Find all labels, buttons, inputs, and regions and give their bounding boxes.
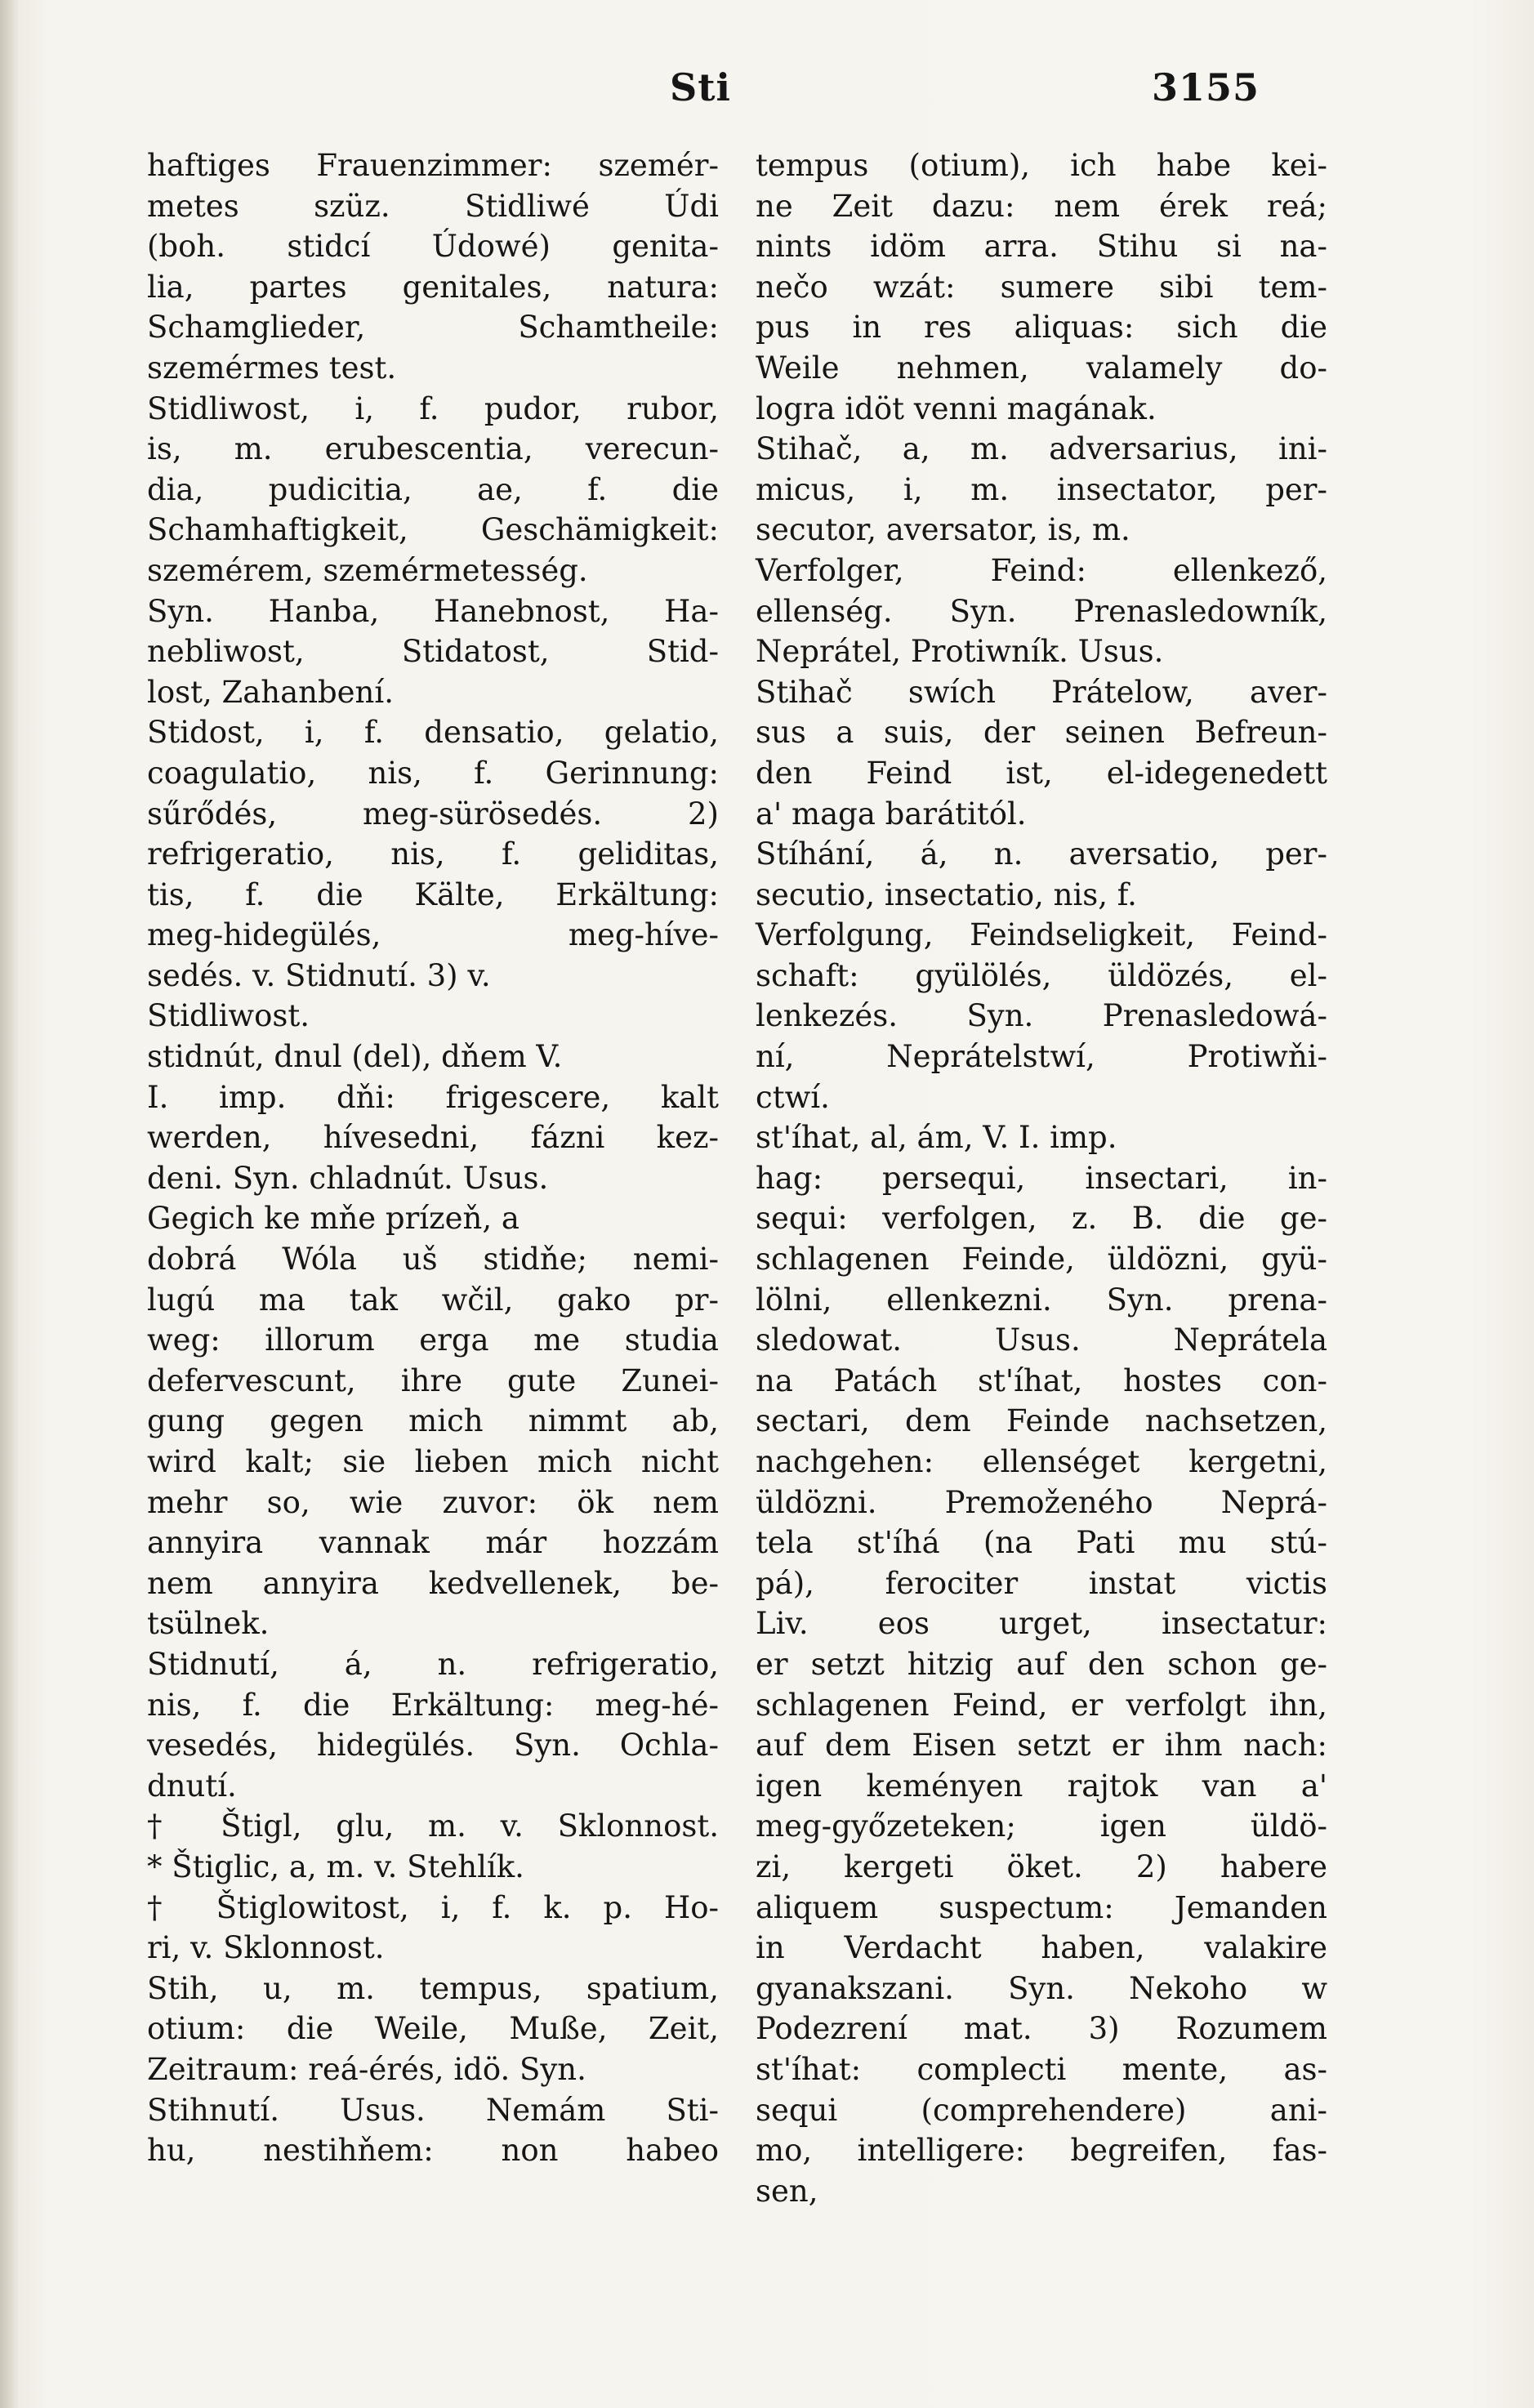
text-line: defervescunt, ihre gute Zunei- — [147, 1362, 719, 1398]
text-line: lölni, ellenkezni. Syn. prena- — [756, 1282, 1327, 1318]
text-line: deni. Syn. chladnút. Usus. — [147, 1160, 549, 1196]
text-line: Stidost, i, f. densatio, gelatio, — [147, 715, 719, 751]
text-line: schlagenen Feind, er verfolgt ihn, — [756, 1687, 1327, 1723]
text-line: wird kalt; sie lieben mich nicht — [147, 1444, 719, 1479]
page-spine-shadow — [0, 0, 18, 2408]
text-line: nis, f. die Erkältung: meg-hé- — [147, 1687, 719, 1723]
text-line: (boh. stidcí Údowé) genita- — [147, 229, 719, 265]
text-line: hu, nestihňem: non habeo — [147, 2133, 719, 2169]
text-line: szemérem, szemérmetesség. — [147, 552, 588, 588]
text-line: szemérmes test. — [147, 350, 397, 386]
text-line: dobrá Wóla uš stidňe; nemi- — [147, 1242, 719, 1278]
text-line: secutio, insectatio, nis, f. — [756, 876, 1137, 912]
text-line: Stihač, a, m. adversarius, ini- — [756, 431, 1327, 467]
text-line: is, m. erubescentia, verecun- — [147, 431, 719, 467]
text-line: Weile nehmen, valamely do- — [756, 350, 1327, 386]
text-line: vesedés, hidegülés. Syn. Ochla- — [147, 1728, 719, 1764]
text-line: Liv. eos urget, insectatur: — [756, 1606, 1327, 1642]
text-line: üldözni. Premoženého Neprá- — [756, 1484, 1327, 1520]
text-line: Podezrení mat. 3) Rozumem — [756, 2011, 1327, 2047]
text-line: sűrődés, meg-sürösedés. 2) — [147, 796, 719, 832]
text-line: tsülnek. — [147, 1606, 270, 1642]
text-line: nachgehen: ellenséget kergetni, — [756, 1444, 1327, 1479]
text-line: lugú ma tak wčil, gako pr- — [147, 1282, 719, 1318]
text-line: logra idöt venni magának. — [756, 390, 1157, 426]
left-column — [147, 145, 719, 2171]
text-line: Verfolgung, Feindseligkeit, Feind- — [756, 917, 1327, 953]
text-line: nem annyira kedvellenek, be- — [147, 1565, 719, 1601]
text-line: zi, kergeti öket. 2) habere — [756, 1848, 1327, 1884]
text-line: lia, partes genitales, natura: — [147, 269, 719, 305]
text-line: Neprátel, Protiwník. Usus. — [756, 634, 1164, 670]
text-line: aliquem suspectum: Jemanden — [756, 1889, 1327, 1925]
running-head: Sti — [670, 65, 731, 109]
text-line: Stidliwost. — [147, 998, 310, 1034]
text-line: a' maga barátitól. — [756, 796, 1027, 832]
text-line: refrigeratio, nis, f. geliditas, — [147, 836, 719, 872]
text-line: metes szüz. Stidliwé Údi — [147, 188, 719, 224]
text-line: sedés. v. Stidnutí. 3) v. — [147, 957, 491, 993]
text-line: mehr so, wie zuvor: ök nem — [147, 1484, 719, 1520]
text-line: secutor, aversator, is, m. — [756, 512, 1130, 548]
text-line: ri, v. Sklonnost. — [147, 1930, 385, 1966]
text-line: ctwí. — [756, 1079, 830, 1115]
text-line: nints idöm arra. Stihu si na- — [756, 229, 1327, 265]
text-line: tis, f. die Kälte, Erkältung: — [147, 876, 719, 912]
text-line: in Verdacht haben, valakire — [756, 1930, 1327, 1966]
text-line: nečo wzát: sumere sibi tem- — [756, 269, 1327, 305]
text-line: sus a suis, der seinen Befreun- — [756, 715, 1327, 751]
text-line: dnutí. — [147, 1768, 237, 1804]
text-line: † Štiglowitost, i, f. k. p. Ho- — [147, 1889, 719, 1925]
text-line: weg: illorum erga me studia — [147, 1322, 719, 1358]
text-line: ní, Neprátelstwí, Protiwňi- — [756, 1039, 1327, 1075]
text-line: Stih, u, m. tempus, spatium, — [147, 1970, 719, 2006]
text-line: † Štigl, glu, m. v. Sklonnost. — [147, 1808, 719, 1844]
text-line: stidnút, dnul (del), dňem V. — [147, 1039, 563, 1075]
text-line: Gegich ke mňe prízeň, a — [147, 1201, 520, 1237]
text-line: haftiges Frauenzimmer: szemér- — [147, 148, 719, 183]
text-line: Stihač swích Prátelow, aver- — [756, 674, 1327, 710]
text-line: na Patách st'íhat, hostes con- — [756, 1362, 1327, 1398]
page-number: 3155 — [1152, 65, 1260, 109]
text-line: gung gegen mich nimmt ab, — [147, 1403, 719, 1439]
text-line: Stidliwost, i, f. pudor, rubor, — [147, 390, 719, 426]
text-line: annyira vannak már hozzám — [147, 1525, 719, 1561]
text-line: ne Zeit dazu: nem érek reá; — [756, 188, 1327, 224]
text-line: tela st'íhá (na Pati mu stú- — [756, 1525, 1327, 1561]
text-line: auf dem Eisen setzt er ihm nach: — [756, 1728, 1327, 1764]
text-line: lost, Zahanbení. — [147, 674, 394, 710]
text-line: schaft: gyülölés, üldözés, el- — [756, 957, 1327, 993]
text-line: st'íhat, al, ám, V. I. imp. — [756, 1120, 1117, 1156]
text-line: dia, pudicitia, ae, f. die — [147, 471, 719, 507]
text-line: Stidnutí, á, n. refrigeratio, — [147, 1646, 719, 1682]
text-line: sen, — [756, 2173, 818, 2209]
text-line: otium: die Weile, Muße, Zeit, — [147, 2011, 719, 2047]
text-line: meg-hidegülés, meg-híve- — [147, 917, 719, 953]
text-line: sequi (comprehendere) ani- — [756, 2092, 1327, 2128]
text-line: nebliwost, Stidatost, Stid- — [147, 634, 719, 670]
text-line: * Štiglic, a, m. v. Stehlík. — [147, 1848, 524, 1884]
text-line: Schamhaftigkeit, Geschämigkeit: — [147, 512, 719, 548]
text-line: Stihnutí. Usus. Nemám Sti- — [147, 2092, 719, 2128]
text-line: schlagenen Feinde, üldözni, gyü- — [756, 1242, 1327, 1278]
text-line: gyanakszani. Syn. Nekoho w — [756, 1970, 1327, 2006]
text-line: coagulatio, nis, f. Gerinnung: — [147, 755, 719, 791]
text-line: Stíhání, á, n. aversatio, per- — [756, 836, 1327, 872]
text-line: er setzt hitzig auf den schon ge- — [756, 1646, 1327, 1682]
text-line: den Feind ist, el-idegenedett — [756, 755, 1327, 791]
text-line: meg-győzeteken; igen üldö- — [756, 1808, 1327, 1844]
text-line: pus in res aliquas: sich die — [756, 310, 1327, 346]
text-line: werden, hívesedni, fázni kez- — [147, 1120, 719, 1156]
text-line: igen keményen rajtok van a' — [756, 1768, 1327, 1804]
text-line: tempus (otium), ich habe kei- — [756, 148, 1327, 183]
text-line: lenkezés. Syn. Prenasledowá- — [756, 998, 1327, 1034]
text-line: Schamglieder, Schamtheile: — [147, 310, 719, 346]
text-line: pá), ferociter instat victis — [756, 1565, 1327, 1601]
text-line: sledowat. Usus. Neprátela — [756, 1322, 1327, 1358]
text-line: I. imp. dňi: frigescere, kalt — [147, 1079, 719, 1115]
text-line: Verfolger, Feind: ellenkező, — [756, 552, 1327, 588]
right-column — [756, 145, 1327, 2211]
text-line: ellenség. Syn. Prenasledowník, — [756, 593, 1327, 629]
text-line: Zeitraum: reá-érés, idö. Syn. — [147, 2051, 586, 2087]
text-line: sectari, dem Feinde nachsetzen, — [756, 1403, 1327, 1439]
text-line: st'íhat: complecti mente, as- — [756, 2051, 1327, 2087]
text-line: hag: persequi, insectari, in- — [756, 1160, 1327, 1196]
text-line: micus, i, m. insectator, per- — [756, 471, 1327, 507]
text-line: sequi: verfolgen, z. B. die ge- — [756, 1201, 1327, 1237]
text-line: mo, intelligere: begreifen, fas- — [756, 2133, 1327, 2169]
text-line: Syn. Hanba, Hanebnost, Ha- — [147, 593, 719, 629]
